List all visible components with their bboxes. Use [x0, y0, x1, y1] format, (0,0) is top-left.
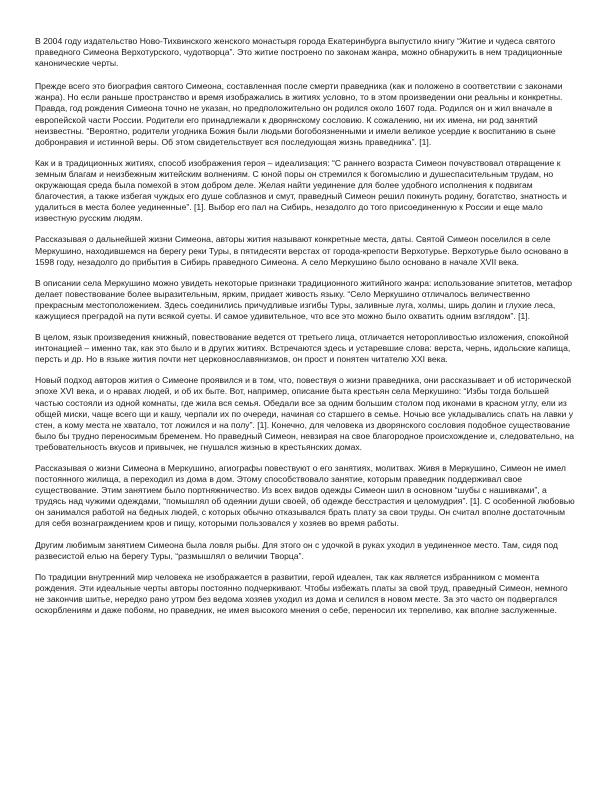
paragraph-8: Рассказывая о жизни Симеона в Меркушино, агиографы повествуют о его занятиях, молитвах. Живя в Меркушино, Симеон не имел постоянного жилища, а переходил из дома в дом. Этому способствовало занятие, которым праведник поддерживал свое существование. Этим занятием было портняжничество. Из всех видов одежды Симеон шил в основном “шубы с нашивками”, а трудясь над чужими одеждами, “помышлял об одеянии души своей, об одежде бесстрастия и целомудрия”. [1]. С особенной любовью он занимался работой на бедных людей, с которых обычно отказывался брать плату за свои труды. Он считал вполне достаточным для себя вознаграждением кров и пищу, которыми пользовался у хозяев во время работы. [35, 463, 575, 529]
paragraph-6: В целом, язык произведения книжный, повествование ведется от третьего лица, отличается неторопливостью изложения, спокойной интонацией – именно так, как это было и в других житиях. Встречаются здесь и устаревшие слова: верста, чернь, идольские капища, персть и др. Но в языке жития почти нет церковнославянизмов, он прост и понятен читателю XXI века. [35, 332, 571, 365]
paragraph-2: Прежде всего это биография святого Симеона, составленная после смерти праведника (как и положено в соответствии с законами жанра). Но если раньше пространство и время изображались в житиях условно, то в этом произведении они реальны и конкретны. Правда, год рождения Симеона точно не указан, но предположительно он родился около 1607 года. Родился он и жил вначале в европейской части России. Родители его принадлежали к дворянскому сословию. К сожалению, ни их имена, ни род занятий неизвестны. “Вероятно, родители угодника Божия были людьми богобоязненными и имели великое усердие к воспитанию в сыне добронравия и истинной веры. Об этом свидетельствует вся последующая жизнь праведника”. [1]. [35, 81, 563, 147]
paragraph-3: Как и в традиционных житиях, способ изображения героя – идеализация: “С раннего возраста Симеон почувствовал отвращение к земным благам и неизбежным житейским волнениям. С юной поры он стремился к богомыслию и душеспасительным трудам, но окружающая среда была помехой в этом добром деле. Желая найти уединение для более удобного исполнения к подвигам благочестия, а также избегая чуждых его душе соблазнов и смут, праведный Симеон решил покинуть родину, богатство, знатность и удалиться в места более уединенные”. [1]. Выбор его пал на Сибирь, незадолго до того присоединенную к России и еще мало известную русским людям. [35, 157, 567, 224]
paragraph-9: Другим любимым занятием Симеона была ловля рыбы. Для этого он с удочкой в руках уходил в уединенное место. Там, сидя под развесистой елью на берегу Туры, “размышлял о величии Творца”. [35, 539, 558, 561]
paragraph-5: В описании села Меркушино можно увидеть некоторые признаки традиционного житийного жанра: использование эпитетов, метафор делает повествование более выразительным, ярким, придает живость языку. “Село Меркушино отличалось величественно прекрасным местоположением. Здесь соединились причудливые изгибы Туры, заливные луга, холмы, ширь долин и глухие леса, кажущиеся преградой на пути всякой суеты. И самое удивительное, что все это можно было охватить одним взглядом”. [1]. [35, 277, 573, 321]
paragraph-7: Новый подход авторов жития о Симеоне проявился и в том, что, повествуя о жизни праведника, они рассказывает и об исторической эпохе XVI века, и о нравах людей, и об их быте. Вот, например, описание быта крестьян села Меркушино: “Избы тогда большей частью состояли из одной комнаты, где жила вся семья. Обедали все за одним большим столом под иконами в красном углу, ели из общей миски, чаще всего щи и кашу, черпали их по очереди, начиная со старшего в семье. Ночью все укладывались спать на лавки у стен, а кому места не хватало, тот ложился и на полу”. [1]. Конечно, для человека из дворянского сословия подобное существование было бы трудно переносимым бременем. Но праведный Симеон, невзирая на свое благородное происхождение и, следовательно, на требовательность вкусов и привычек, не гнушался жизнью в крестьянских домах. [35, 375, 575, 452]
document-page [35, 36, 575, 626]
paragraph-1: В 2004 году издательство Ново-Тихвинского женского монастыря города Екатеринбурга выпустило книгу “Житие и чудеса святого праведного Симеона Верхотурского, чудотворца”. Это житие построено по законам жанра, можно обнаружить в нем традиционные канонические черты. [35, 36, 563, 69]
paragraph-10: По традиции внутренний мир человека не изображается в развитии, герой идеален, так как является избранником с момента рождения. Эти идеальные черты авторы постоянно подчеркивают. Чтобы избежать платы за свой труд, праведный Симеон, немного не закончив шитье, нередко рано утром без ведома хозяев уходил из дома и селился в новом месте. За это часто он подвергался оскорблениям и даже побоям, но праведник, не имея высокого мнения о себе, переносил их терпеливо, как вполне заслуженные. [35, 571, 568, 616]
paragraph-4: Рассказывая о дальнейшей жизни Симеона, авторы жития называют конкретные места, даты. Святой Симеон поселился в селе Меркушино, находившемся на берегу реки Туры, в пятидесяти верстах от города-крепости Верхотурье. Верхотурье было основано в 1598 году, незадолго до прибытия в Сибирь праведного Симеона. А село Меркушино было основано в начале XVII века. [35, 234, 569, 267]
